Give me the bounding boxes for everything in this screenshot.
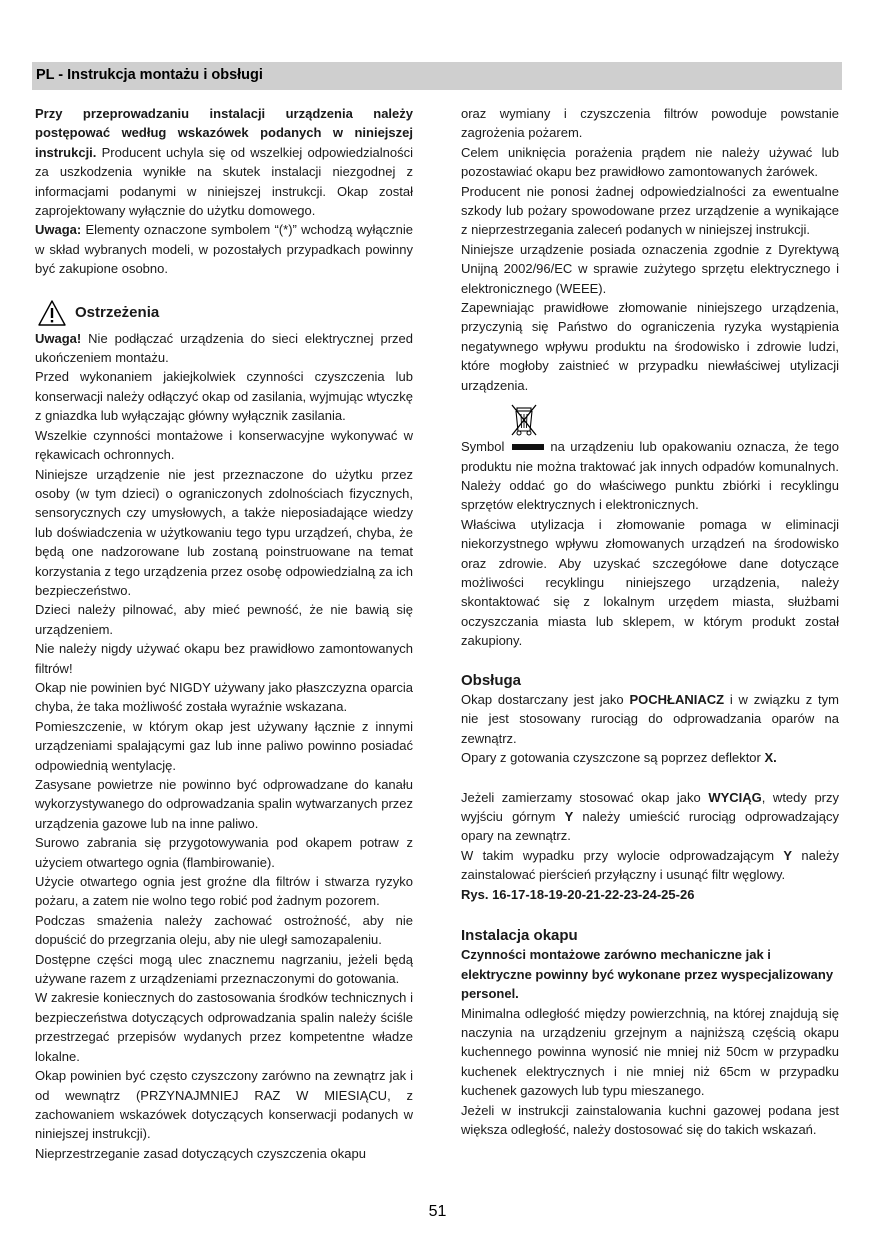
right-paragraph: Właściwa utylizacja i złomowanie pomaga w eliminacji niekorzystnego wpływu złomowanych urządzeń na środowisko oraz zdrowie. Aby uzyskać szczegółowe dane dotyczące możliwości recyklingu niniejszego urządzenia, należy skontaktować się z lokalnym urzędem miasta, służbami oczyszczania miasta lub sklepem, w którym produkt został zakupiony. (461, 516, 839, 649)
right-column (461, 104, 839, 1140)
obsluga-text: W takim wypadku przy wylocie odprowadzającym (461, 847, 784, 863)
warning-paragraph: Nieprzestrzeganie zasad dotyczących czyszczenia okapu (35, 1145, 366, 1161)
uwaga-text: Elementy oznaczone symbolem “(*)” wchodzą wyłącznie w skład wybranych modeli, w pozostałych przypadkach powinny być zakupione osobno. (35, 222, 413, 277)
warning-paragraph: Przed wykonaniem jakiejkolwiek czynności czyszczenia lub konserwacji należy odłączyć okap od zasilania, wyjmując wtyczkę z gniazdka lub wyłączając główny wyłącznik zasilania. (35, 369, 413, 424)
warning-paragraph: Użycie otwartego ognia jest groźne dla filtrów i stwarza ryzyko pożaru, a zatem nie wolno tego robić pod żadnym pozorem. (35, 874, 413, 909)
obsluga-bold: X. (764, 750, 777, 766)
uwaga2-label: Uwaga! (35, 330, 82, 346)
obsluga-paragraph (461, 748, 839, 767)
instalacja-paragraph: Jeżeli w instrukcji zainstalowania kuchni gazowej podana jest większa odległość, należy dostosować się do takich wskazań. (461, 1102, 839, 1138)
weee-symbol (509, 403, 839, 437)
symbol-word: Symbol (461, 439, 505, 455)
warning-paragraph: Zasysane powietrze nie powinno być odprowadzane do kanału wykorzystywanego do odprowadzania spalin wytwarzanych przez urządzenia gazowe lub na inne paliwo. (35, 777, 413, 831)
warning-paragraph: Dostępne części mogą ulec znacznemu nagrzaniu, jeżeli będą używane razem z urządzeniami przeznaczonymi do gotowania. (35, 951, 413, 987)
uwaga2-paragraph (35, 329, 413, 368)
left-column (35, 104, 413, 1163)
intro-rest: Producent uchyla się od wszelkiej odpowiedzialności za uszkodzenia wynikłe na skutek instalacji niezgodnej z informacjami podanymi w niniejszej instrukcji. Okap został zaprojektowany wyłącznie do użytku domowego. (35, 144, 413, 219)
symbol-paragraph (461, 437, 839, 515)
header-bar (32, 62, 842, 90)
crossed-bin-icon (509, 403, 539, 437)
obsluga-text: należy zainstalować pierścień przyłączny i usunąć filtr węglowy. (461, 847, 839, 883)
uwaga-label: Uwaga: (35, 222, 82, 238)
warning-paragraph: Niniejsze urządzenie nie jest przeznaczone do użytku przez osoby (w tym dzieci) o ograniczonych zdolnościach fizycznych, sensorycznych czy umysłowych, a także nieposiadające wiedzy lub doświadczenia w użytkowaniu tego typu urządzeń, chyba, że będą one nadzorowane lub zostaną poinstruowane na temat korzystania z tego urządzenia przez osobę odpowiedzialną za ich bezpieczeństwo. (35, 466, 413, 598)
warnings-heading-row (35, 297, 413, 329)
intro-paragraph (35, 104, 413, 220)
intro-bold: Przy przeprowadzaniu instalacji urządzenia należy postępować według wskazówek podanych w niniejszej instrukcji. (35, 106, 413, 160)
warning-paragraph: W zakresie koniecznych do zastosowania środków technicznych i bezpieczeństwa dotyczących odprowadzania spalin należy ściśle przestrzegać przepisów wydanych przez kompetentne władze lokalne. (35, 990, 413, 1064)
page-number: 51 (428, 1203, 447, 1220)
obsluga-text: Jeżeli zamierzamy stosować okap jako (461, 789, 709, 805)
black-bar-icon (512, 444, 544, 450)
obsluga-bold: WYCIĄG (708, 789, 762, 805)
obsluga-text: Okap dostarczany jest jako (461, 691, 630, 707)
obsluga-bold: Y (564, 809, 574, 824)
warning-paragraph: Dzieci należy pilnować, aby mieć pewność, że nie bawią się urządzeniem. (35, 602, 413, 637)
warning-paragraph: Podczas smażenia należy zachować ostrożność, aby nie dopuścić do przegrzania oleju, aby nie uległ samozapaleniu. (35, 912, 413, 948)
obsluga-text: i w związku z tym nie jest stosowany rurociąg do odprowadzania oparów na zewnątrz. (461, 691, 839, 746)
figure-reference: Rys. 16-17-18-19-20-21-22-23-24-25-26 (461, 886, 695, 902)
obsluga-text: należy umieścić rurociąg odprowadzający opary na zewnątrz. (461, 809, 839, 844)
instalacja-paragraph: Minimalna odległość między powierzchnią, na której znajdują się naczynia na urządzeniu grzejnym a najniższą częścią okapu kuchennego powinna wynosić nie mniej niż 50cm w przypadku kuchenek elektrycznych i nie mniej niż 65cm w przypadku kuchenek gazowych lub typu mieszanego. (461, 1005, 839, 1099)
symbol-text: na urządzeniu lub opakowaniu oznacza, że tego produktu nie można traktować jak innych odpadów komunalnych. Należy oddać go do właściwego punktu zbiórki i recyklingu sprzętów elektrycznych i elektronicznych. (461, 439, 839, 513)
instalacja-title: Instalacja okapu (461, 927, 578, 945)
warning-paragraph: Nie należy nigdy używać okapu bez prawidłowo zamontowanych filtrów! (35, 641, 413, 676)
warning-paragraph: Okap nie powinien być NIGDY używany jako płaszczyzna oparcia chyba, że taka możliwość została wyraźnie wskazana. (35, 679, 413, 715)
right-paragraph: Niniejsze urządzenie posiada oznaczenia zgodnie z Dyrektywą Unijną 2002/96/EC w sprawie zużytego sprzętu elektrycznego i elektronicznego (WEEE). (461, 241, 839, 296)
obsluga-paragraph (461, 846, 839, 885)
warning-paragraph: Wszelkie czynności montażowe i konserwacyjne wykonywać w rękawicach ochronnych. (35, 427, 413, 463)
obsluga-paragraph (461, 788, 839, 846)
warnings-title: Ostrzeżenia (75, 303, 160, 321)
warning-paragraph: Pomieszczenie, w którym okap jest używany łącznie z innymi urządzeniami spalającymi gaz lub inne paliwo powinno posiadać odpowiednią wentylację. (35, 718, 413, 773)
page-title: PL - Instrukcja montażu i obsługi (36, 67, 263, 83)
right-paragraph: Celem uniknięcia porażenia prądem nie należy używać lub pozostawiać okapu bez prawidłowo zamontowanych żarówek. (461, 144, 839, 180)
warning-paragraph: Okap powinien być często czyszczony zarówno na zewnątrz jak i od wewnątrz (PRZYNAJMNIEJ RAZ W MIESIĄCU, z zachowaniem wskazówek dotyczących konserwacji podanych w niniejszej instrukcji). (35, 1068, 413, 1142)
uwaga2-text: Nie podłączać urządzenia do sieci elektrycznej przed ukończeniem montażu. (35, 330, 413, 366)
warning-triangle-icon (37, 299, 67, 327)
obsluga-paragraph (461, 690, 839, 748)
obsluga-text: Opary z gotowania czyszczone są poprzez deflektor (461, 750, 765, 766)
uwaga-paragraph (35, 220, 413, 278)
right-paragraph: Producent nie ponosi żadnej odpowiedzialności za ewentualne szkody lub pożary spowodowane przez urządzenie a wynikające z nieprzestrzegania zaleceń podanych w niniejszej instrukcji. (461, 183, 839, 238)
right-paragraph: Zapewniając prawidłowe złomowanie niniejszego urządzenia, przyczynią się Państwo do ograniczenia ryzyka wystąpienia negatywnego wpływu produktu na środowisko i zdrowie ludzi, które mogłoby zaistnieć w przypadku niewłaściwej utylizacji urządzenia. (461, 300, 839, 393)
obsluga-title: Obsługa (461, 671, 522, 689)
obsluga-bold: Y (783, 847, 793, 863)
instalacja-bold: Czynności montażowe zarówno mechaniczne jak i elektryczne powinny być wykonane przez wyspecjalizowany personel. (461, 947, 834, 1002)
warning-paragraph: Surowo zabrania się przygotowywania pod okapem potraw z użyciem otwartego ognia (flambirowanie). (35, 835, 413, 870)
obsluga-text: , wtedy przy wyjściu górnym (461, 789, 840, 824)
obsluga-bold: POCHŁANIACZ (629, 691, 725, 707)
right-paragraph: oraz wymiany i czyszczenia filtrów powoduje powstanie zagrożenia pożarem. (461, 106, 839, 141)
